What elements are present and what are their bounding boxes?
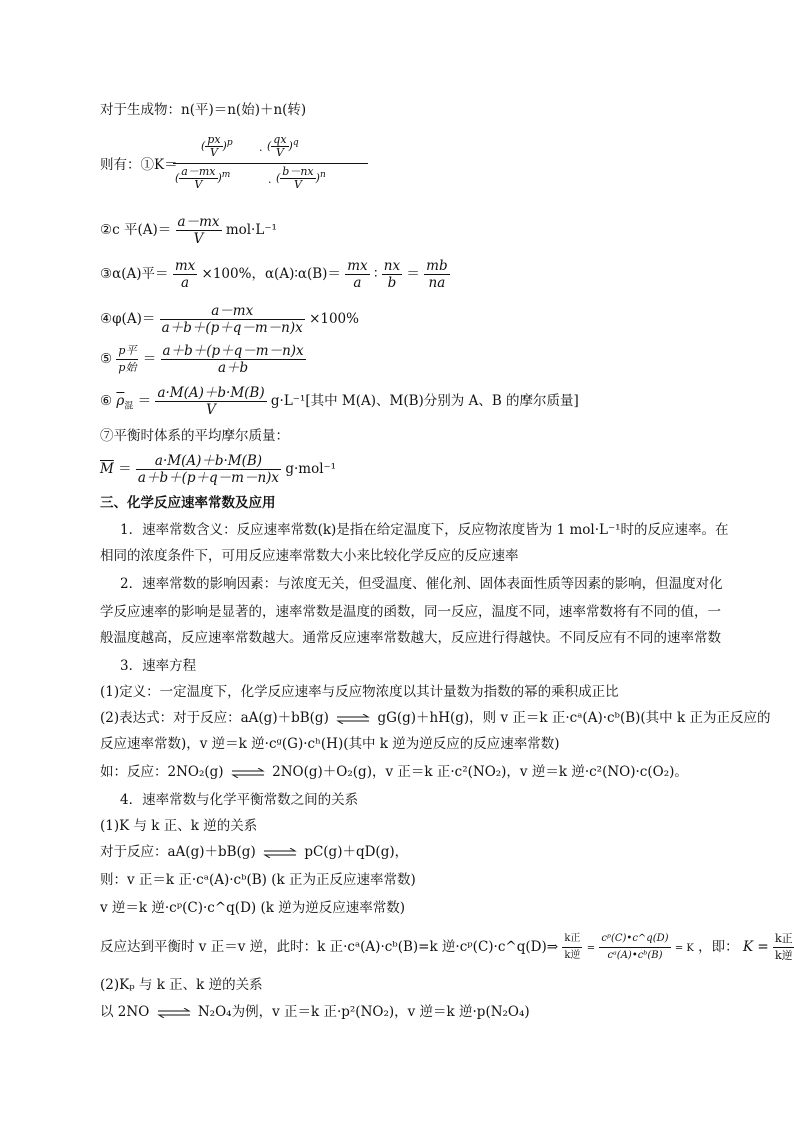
- paragraph-3-heading: 3．速率方程: [120, 658, 197, 674]
- paragraph-2b: 学反应速率的影响是显著的，速率常数是温度的函数，同一反应，温度不同，速率常数将有不同的值，一: [100, 604, 721, 620]
- product-amount-line: 对于生成物：n(平)＝n(始)＋n(转): [100, 102, 307, 118]
- equilibrium-arrow-icon: [157, 1008, 191, 1018]
- paragraph-1a: 1．速率常数含义：反应速率常数(k)是指在给定温度下，反应物浓度皆为 1 mol·L⁻¹时的反应速率。在: [120, 522, 729, 538]
- k-formula-prefix: 则有：①K＝: [100, 157, 178, 173]
- volume-fraction-line: ④φ(A)＝ $\frac{a-mx}{a+b+(p+q-m-n)x}$ ×100%: [100, 303, 359, 336]
- equilibrium-arrow-icon: [336, 714, 370, 724]
- paragraph-2c: 般温度越高，反应速率常数越大。通常反应速率常数越大，反应进行得越快。不同反应有不同的速率常数: [100, 630, 721, 646]
- paragraph-3a: (1)定义：一定温度下，化学反应速率与反应物浓度以其计量数为指数的幂的乘积成正比: [100, 684, 619, 700]
- paragraph-3c: 反应速率常数)，v 逆＝k 逆·cᵍ(G)·cʰ(H)(其中 k 逆为逆反应的反应速率常数): [100, 736, 560, 752]
- k-fraction-bar: [173, 163, 368, 164]
- conversion-rate-line: ③α(A)平＝ $\frac{mx}{a}$ ×100%，α(A)∶α(B)＝ $\frac{mx}{a}$ ∶ $\frac{nx}{b}$ ＝ $\frac{mb}{na}$: [100, 258, 448, 291]
- section-heading: 三、化学反应速率常数及应用: [100, 495, 276, 511]
- paragraph-5: (2)Kₚ 与 k 正、k 逆的关系: [100, 977, 263, 993]
- k-den-right: ( $\frac{b-nx}{V}$ )$^n$: [276, 165, 326, 191]
- density-line: ⑥ $\rho_混$ ＝ $\frac{a\cdot M(A)+b\cdot M(B)}{V}$ g·L⁻¹[其中 M(A)、M(B)分别为 A、B 的摩尔质量]: [100, 385, 579, 418]
- paragraph-4d: v 逆＝k 逆·cᵖ(C)·c^q(D) (k 逆为逆反应速率常数): [100, 900, 405, 916]
- paragraph-4-heading: 4．速率常数与化学平衡常数之间的关系: [120, 792, 359, 808]
- concentration-fraction: $\frac{a-mx}{V}$: [177, 214, 220, 247]
- average-molar-mass-formula: M ＝ $\frac{a\cdot M(A)+b\cdot M(B)}{a+b+(p+q-m-n)x}$ g·mol⁻¹: [100, 453, 337, 486]
- k-num-left: ( $\frac{px}{V}$ )$^p$: [201, 133, 233, 159]
- equilibrium-arrow-icon: [231, 768, 265, 778]
- paragraph-2a: 2．速率常数的影响因素：与浓度无关，但受温度、催化剂、固体表面性质等因素的影响，但温度对化: [120, 576, 723, 592]
- paragraph-4b: 对于反应：aA(g)＋bB(g) pC(g)＋qD(g)，: [100, 844, 409, 860]
- equilibrium-concentration-line: ②c 平(A)＝ $\frac{a-mx}{V}$ mol·L⁻¹: [100, 214, 277, 247]
- paragraph-4e: 反应达到平衡时 v 正＝v 逆，此时：k 正·cᵃ(A)·cᵇ(B)=k 逆·cᵖ(C)·c^q(D)⇒ $\frac{\text{k正}}{\text{k逆}}$ = $\frac{\text{cᵖ(C)•c\textasciicircum{}q(D)}}{\text{cᵃ(A)•cᵇ(B)}}$ = K ，即： K = $\frac{\text{k正}}{\text{k逆}}$: [100, 932, 793, 962]
- equilibrium-arrow-icon: [263, 848, 297, 858]
- paragraph-3d: 如：反应：2NO₂(g) 2NO(g)＋O₂(g)，v 正＝k 正·c²(NO₂)，v 逆＝k 逆·c²(NO)·c(O₂)。: [100, 764, 688, 780]
- k-den-left: ( $\frac{a-mx}{V}$ )$^m$: [175, 165, 231, 191]
- average-molar-mass-heading: ⑦平衡时体系的平均摩尔质量：: [100, 428, 289, 444]
- pressure-ratio-line: ⑤ $\frac{\text{p平}}{\text{p始}}$ ＝ $\frac{a+b+(p+q-m-n)x}{a+b}$: [100, 343, 304, 376]
- k-formula-fraction: ( $\frac{px}{V}$ )$^p$ · ( $\frac{qx}{V}$ )$^q$ ( $\frac{a-mx}{V}$ )$^m$ · ( $\frac{b-nx}{V}$ )$^n$: [173, 132, 395, 194]
- paragraph-3b: (2)表达式：对于反应：aA(g)＋bB(g) gG(g)＋hH(g)，则 v 正＝k 正·cᵃ(A)·cᵇ(B)(其中 k 正为正反应的: [100, 710, 771, 726]
- paragraph-5a: 以 2NO N₂O₄为例，v 正＝k 正·p²(NO₂)，v 逆＝k 逆·p(N₂O₄): [100, 1004, 530, 1020]
- paragraph-4c: 则：v 正＝k 正·cᵃ(A)·cᵇ(B) (k 正为正反应速率常数): [100, 872, 416, 888]
- paragraph-1b: 相同的浓度条件下，可用反应速率常数大小来比较化学反应的反应速率: [100, 548, 519, 564]
- k-num-right: ( $\frac{qx}{V}$ )$^q$: [267, 133, 299, 159]
- paragraph-4a: (1)K 与 k 正、k 逆的关系: [100, 818, 258, 834]
